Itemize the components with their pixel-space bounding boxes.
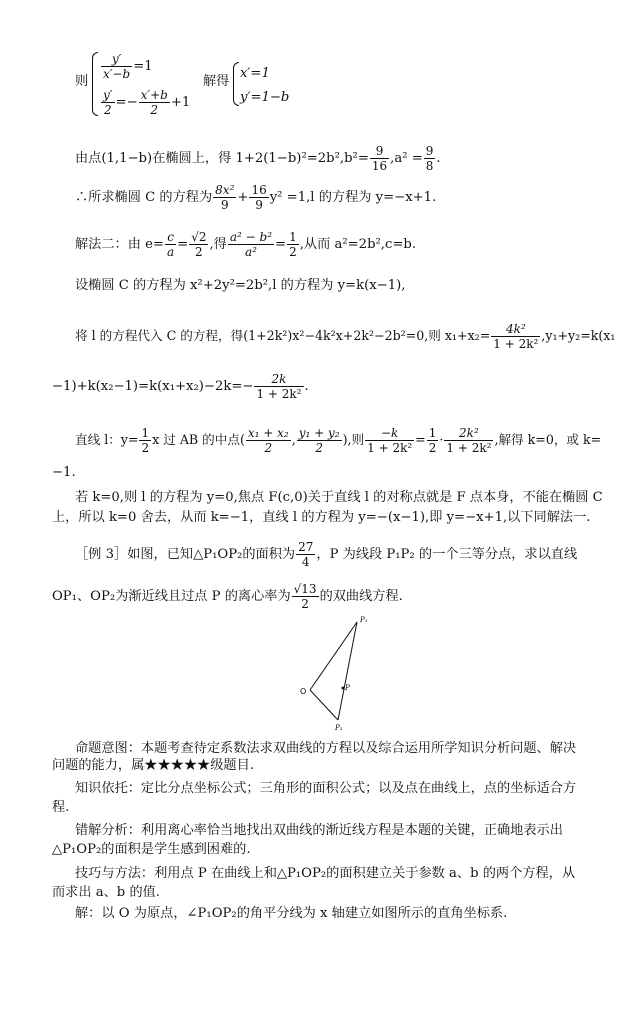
text-line-12: 上，所以 k=0 舍去，从而 k=−1，直线 l 的方程为 y=−(x−1),即 y=−x+1,以下同解法一.	[52, 510, 591, 525]
text-line-21: 技巧与方法：利用点 P 在曲线上和△P₁OP₂的面积建立关于参数 a、b 的两个方程，从	[75, 866, 576, 881]
text-line-18: 程.	[52, 800, 70, 815]
text-line-6: 设椭圆 C 的方程为 x²+2y²=2b²,l 的方程为 y=k(x−1),	[75, 278, 406, 293]
text-line-9: 直线 l：y= $\frac{1}{2}$ x 过 AB 的中点( $\frac{\text{x₁ + x₂}}{2}$ , $\frac{\text{y₁ + y₂}}{2}$ ),则 $\frac{-k}{\text{1 + 2k²}}$ = $\frac{1}{2}$ · $\frac{\text{2k²}}{\text{1 + 2k²}}$ ,解得 k=0，或 k=	[75, 426, 602, 455]
solution-row-1: x′=1	[240, 66, 270, 81]
text-line-3: 由点(1,1−b)在椭圆上，得 1+2(1−b)²=2b²,b²= $\frac{9}{16}$ ,a² = $\frac{9}{8}$ .	[75, 144, 441, 173]
label-p1: P₁	[360, 616, 368, 624]
system-row-1: $\frac{y'}{x'-b}$ =1	[103, 52, 153, 81]
text-line-8: −1)+k(x₂−1)=k(x₁+x₂)−2k=− $\frac{2k}{\text{1 + 2k²}}$ .	[52, 372, 309, 401]
triangle-figure	[300, 610, 380, 735]
example-3-line-1: ［例 3］如图，已知△P₁OP₂的面积为 $\frac{27}{4}$ ，P 为线段 P₁P₂ 的一个三等分点，求以直线	[75, 540, 578, 569]
left-brace	[92, 52, 98, 116]
solution-row-2: y′=1−b	[240, 90, 290, 105]
text-line-16: 问题的能力，属★★★★★级题目.	[52, 758, 255, 773]
solve-label: 解得	[203, 74, 230, 89]
example-3-line-2: OP₁、OP₂为渐近线且过点 P 的离心率为 $\frac{√13}{2}$ 的双曲线方程.	[52, 582, 403, 611]
text-line-19: 错解分析：利用离心率恰当地找出双曲线的渐近线方程是本题的关键，正确地表示出	[75, 823, 563, 838]
then-label: 则	[75, 74, 89, 89]
right-brace	[233, 62, 239, 106]
system-row-2: $\frac{y'}{2}$ =− $\frac{x'+b}{2}$ +1	[103, 88, 191, 117]
text-line-23: 解：以 O 为原点，∠P₁OP₂的角平分线为 x 轴建立如图所示的直角坐标系.	[75, 906, 508, 921]
label-p: P	[345, 684, 350, 692]
side-op2	[310, 690, 338, 720]
text-line-4: ∴所求椭圆 C 的方程为 $\frac{\text{8x²}}{9}$ + $\frac{16}{9}$ y² =1,l 的方程为 y=−x+1.	[75, 183, 437, 212]
text-line-15: 命题意图：本题考查待定系数法求双曲线的方程以及综合运用所学知识分析问题、解决	[75, 741, 577, 756]
text-line-20: △P₁OP₂的面积是学生感到困难的.	[52, 842, 251, 857]
text-line-10: −1.	[52, 465, 76, 480]
text-line-17: 知识依托：定比分点坐标公式；三角形的面积公式；以及点在曲线上，点的坐标适合方	[75, 781, 577, 796]
text-line-11: 若 k=0,则 l 的方程为 y=0,焦点 F(c,0)关于直线 l 的对称点就是 F 点本身，不能在椭圆 C	[75, 490, 603, 505]
side-p1p2	[338, 622, 357, 720]
text-line-7: 将 l 的方程代入 C 的方程，得(1+2k²)x²−4k²x+2k²−2b²=0,则 x₁+x₂= $\frac{\text{4k²}}{\text{1 + 2k²}}$ ,y₁+y₂=k(x₁	[75, 322, 616, 351]
text-line-22: 而求出 a、b 的值.	[52, 885, 161, 900]
label-o: O	[300, 687, 307, 696]
label-p2: P₂	[335, 724, 343, 732]
text-line-5: 解法二：由 e= $\frac{c}{a}$ = $\frac{√2}{2}$ ,得 $\frac{\text{a² − b²}}{\text{a²}}$ = $\frac{1}{2}$ ,从而 a²=2b²,c=b.	[75, 230, 417, 259]
